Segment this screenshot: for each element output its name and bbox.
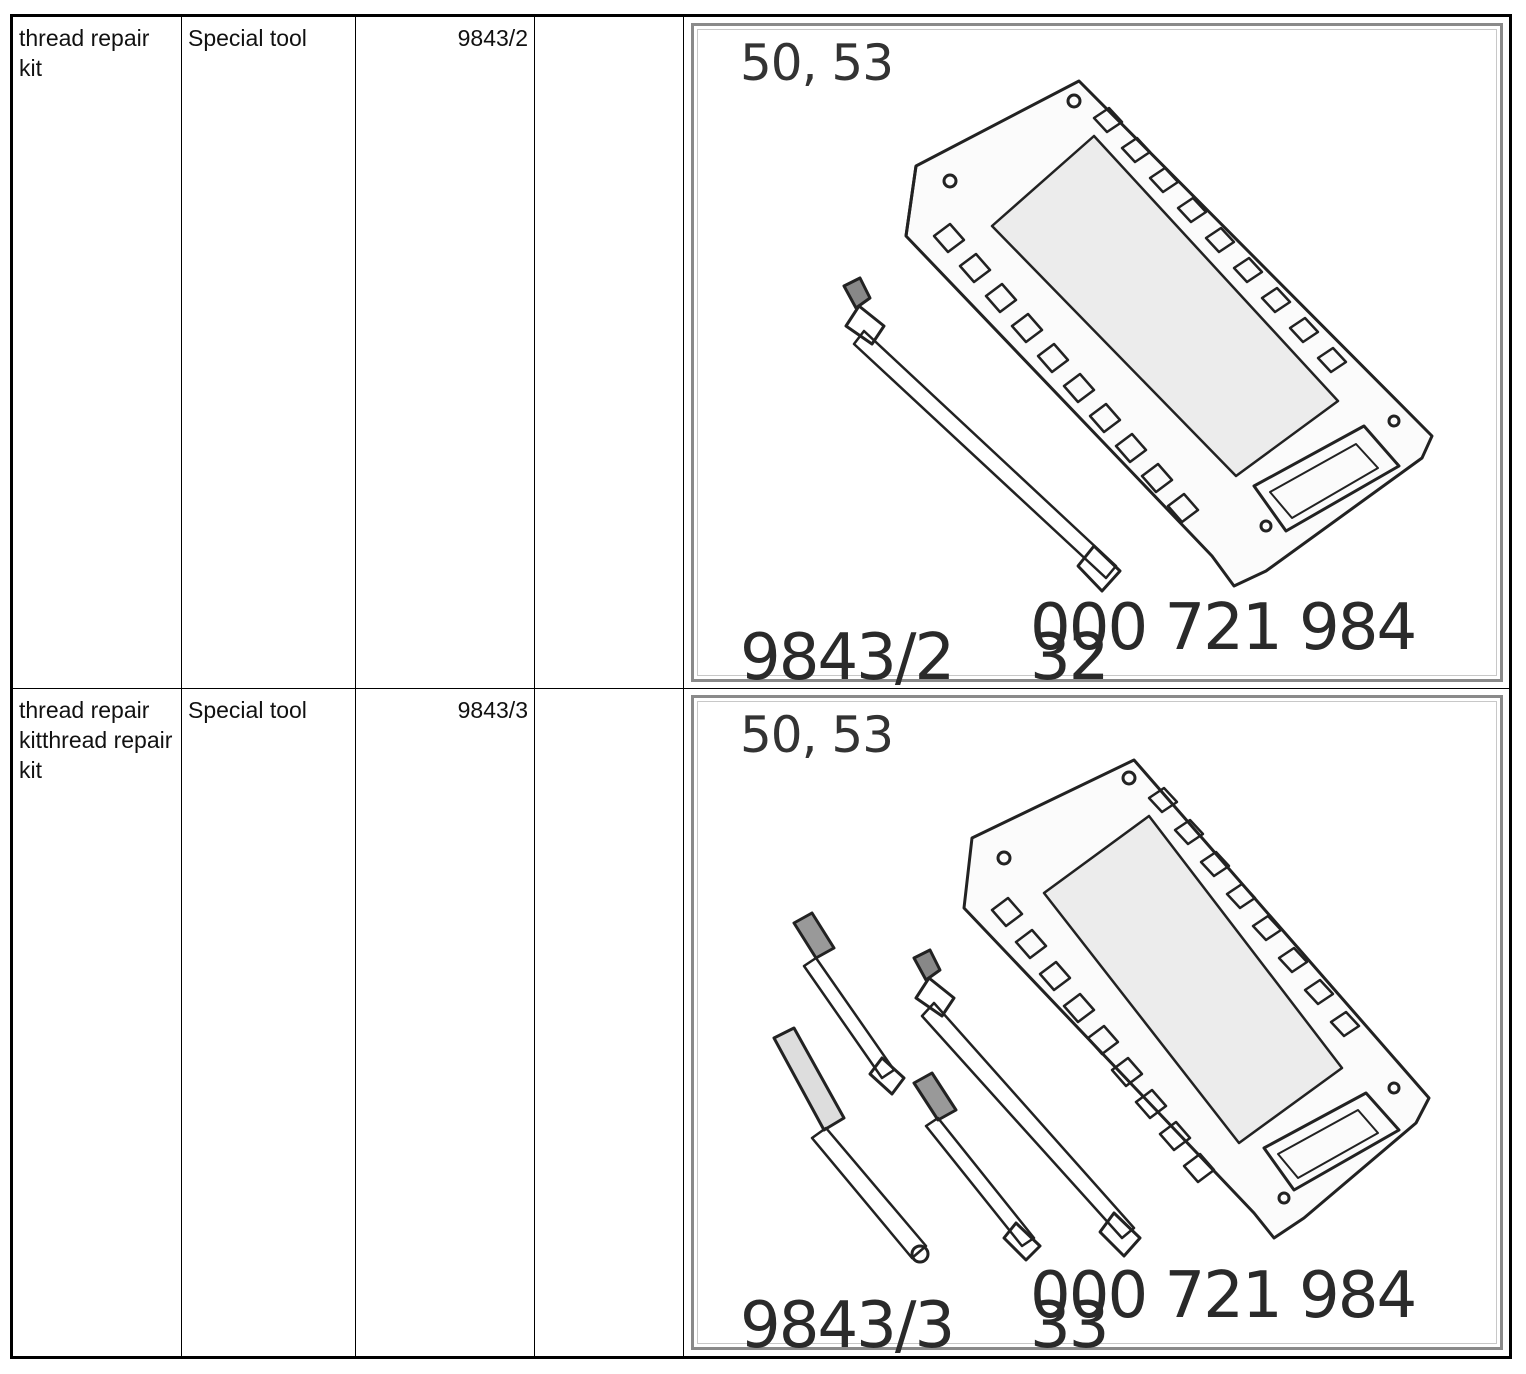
tool-case-with-drill-taps-and-insert-tool-icon — [694, 698, 1506, 1363]
figure-tool-number: 9843/2 — [740, 621, 954, 695]
table-row — [13, 689, 1509, 1363]
figure-cell — [684, 689, 1509, 1363]
tool-type-cell: Special tool — [182, 17, 356, 688]
tool-case-with-insert-tool-icon — [694, 26, 1506, 695]
applications-label: 50, 53 — [740, 34, 894, 92]
special-tools-table — [10, 14, 1512, 1363]
figure-tool-number: 9843/3 — [740, 1289, 954, 1363]
tool-number-cell: 9843/2 — [356, 17, 535, 688]
tool-figure — [691, 23, 1503, 695]
figure-part-number: 000 721 984 32 — [1030, 591, 1416, 695]
figure-cell — [684, 17, 1509, 695]
tool-figure — [691, 695, 1503, 1363]
figure-part-number: 000 721 984 33 — [1030, 1259, 1416, 1363]
tool-name-cell: thread repair kit — [13, 17, 182, 688]
empty-cell — [535, 17, 684, 688]
tool-number-cell: 9843/3 — [356, 689, 535, 1356]
tool-name-cell: thread repair kitthread repair kit — [13, 689, 182, 1356]
table-row — [13, 17, 1509, 695]
applications-label: 50, 53 — [740, 706, 894, 764]
tool-type-cell: Special tool — [182, 689, 356, 1356]
empty-cell — [535, 689, 684, 1356]
